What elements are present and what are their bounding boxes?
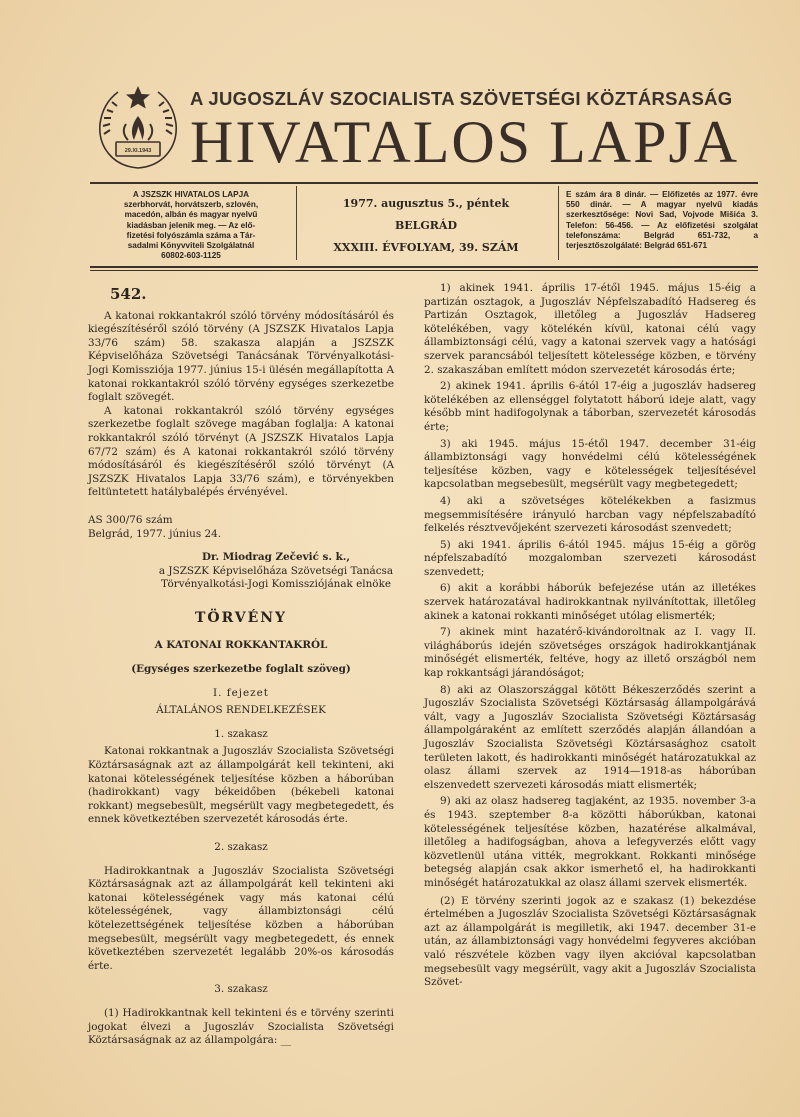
list-item: 9) aki az olasz hadsereg tagjaként, az 1935. november 3-a és 1943. szeptember 8-a közötti háborúkban, katonai kötelességének teljesítése közben, hazatérése alkalmával, illetőleg a hadifogságban, ahova a lefegyverzés előtt vagy közvetlenül utána vitték, megrokkant. Rokkanti minősége betegség alapján csak akkor ismerhető el, ha hadirokkanti minőségét határozatukkal az olasz állami szervek elismerték. [424,795,756,889]
list-item: 5) aki 1941. április 6-ától 1945. május 15-éig a görög népfelszabadító mozgalomban szervezeti károsodást szenvedett; [424,538,756,578]
law-title: TÖRVÉNY [194,609,288,626]
law-note: (Egységes szerkezetbe foglalt szöveg) [131,663,351,676]
issue-info [300,190,552,263]
issue-date: 1977. augusztus 5., péntek [342,197,510,210]
info-line: kiadásban jelenik meg. — Az elő- [126,220,256,230]
state-emblem-icon [92,82,184,174]
reference-number: AS 300/76 szám [88,513,173,526]
law-subject: A KATONAI ROKKANTAKRÓL [154,639,328,652]
republic-heading: A JUGOSZLÁV SZOCIALISTA SZÖVETSÉGI KÖZTÁRSASÁG [190,88,733,109]
list-item: 4) aki a szövetséges kötelékekben a fasizmus megsemmisítésére irányuló harcban vagy népfelszabadító felkelés résztvevőjeként szervezeti károsodást szenvedett; [424,494,756,535]
list-item: 2) akinek 1941. április 6-ától 17-éig a jugoszláv hadsereg kötelékében az ellenséggel folytatott háború ideje alatt, vagy később mint hadifogolynak a táborban, szervezetét károsodás érte; [424,380,756,433]
section-heading: 2. szakasz [214,841,268,853]
right-column [424,282,756,993]
act-number: 542. [110,285,147,303]
place-date: Belgrád, 1977. június 24. [88,527,222,540]
signer-role: a JSZSZK Képviselőháza Szövetségi Tanácsa Törvényalkotási-Jogi Komissziójának elnöke [158,564,394,591]
list-item: 6) akit a korábbi háborúk befejezése után az illetékes szervek határozatával hadirokkantnak nyilvánítottak, illetőleg akinek a katonai rokkanti minőséget utólag elismerték; [424,582,756,622]
header-rule [90,182,758,184]
info-line: sadalmi Könyvviteli Szolgálatnál [127,241,255,251]
section-text: (1) Hadirokkantnak kell tekinteni és e törvény szerinti jogokat élvezi a Jugoszláv Szocialista Szövetségi Köztársaságnak az az állampolgára: __ [88,1006,394,1047]
info-line: fizetési folyószámla száma a Tár- [126,230,256,240]
header-rule [90,270,758,271]
section-heading: 3. szakasz [214,983,268,996]
list-item: 3) aki 1945. május 15-étől 1947. december 31-éig állambiztonsági vagy honvédelmi célú kötelességének teljesítése közben, vagy e kötelességek teljesítésével kapcsolatban megsebesült, megsérült vagy megbetegedett; [424,437,756,491]
intro-paragraph: A katonai rokkantakról szóló törvény egységes szerkezetbe foglalt szövege magában foglalja: A katonai rokkantakról szóló törvényt (A JSZSZK Hivatalos Lapja 67/72 szám) és A katonai rokkantakról szóló törvény módosításáról és kiegészítéséről szóló törvényt (A JSZSZK Hivatalos Lapja 33/76 szám), e törvényekben feltüntetett hatálybalépés érvényével. [88,404,394,499]
svg-text:29.XI.1943: 29.XI.1943 [124,148,152,154]
chapter-number: I. fejezet [213,686,269,699]
publication-info [92,190,290,261]
header-divider [296,186,297,260]
account-number: 60802-603-1125 [161,251,221,261]
section-text: Hadirokkantnak a Jugoszláv Szocialista Szövetségi Köztársaságnak azt az állampolgárát kell tekinteni aki katonai kötelességének vagy más katonai célú kötelességének, vagy állambiztonsági célú kötelezettségének teljesítése közben a háborúban megsebesült, megsérült vagy megbetegedett, és ennek következtében szervezetét legalább 20%-os károsodás érte. [88,864,394,972]
info-line: A JSZSZK HIVATALOS LAPJA [132,190,250,199]
section-text: Katonai rokkantnak a Jugoszláv Szocialista Szövetségi Köztársaságnak azt az állampolgárát kell tekinteni, aki katonai kötelességének teljesítése közben a háborúban (hadirokkant) vagy békeidőben (békebeli katonai rokkant) megsebesült, megsérült vagy megbetegedett, és ennek következtében szervezetét károsodás érte. [88,745,394,826]
issue-volume: XXXIII. ÉVFOLYAM, 39. SZÁM [333,241,519,254]
signer-name: Dr. Miodrag Zečević s. k., [201,551,351,564]
gazette-title: HIVATALOS LAPJA [190,109,740,175]
header-rule [90,266,758,268]
chapter-title: ÁLTALÁNOS RENDELKEZÉSEK [156,704,326,717]
price-info: E szám ára 8 dinár. — Előfizetés az 1977. évre 550 dinár. — A magyar nyelvű kiadás szerkesztősége: Novi Sad, Vojvode Mišića 3. Telefon: 56-456. — Az előfizetési szolgálat telefonszáma: Belgrád 651-732, a terjesztőszolgálaté: Belgrád 651-671 [566,190,758,251]
info-line: macedón, albán és magyar nyelvű [124,210,258,220]
list-item: 1) akinek 1941. április 17-étől 1945. május 15-éig a partizán osztagok, a Jugoszláv Népfelszabadító Hadsereg és Partizán Osztagok, illetőleg a Jugoszláv Hadsereg kötelékében, vagy kötelékén kívül, katonai célú vagy állambiztonsági célú, vagy a katonai szervek vagy a hatósági szervek parancsából teljesített kötelessége közben, e törvény 2. szakaszában említett módon szervezetét károsodás érte; [424,282,756,376]
header-divider [558,186,559,260]
paragraph-2: (2) E törvény szerinti jogok az e szakasz (1) bekezdése értelmében a Jugoszláv Szocialista Szövetségi Köztársaságnak azt az állampolgárát is megilletik, aki 1947. december 31-e után, az állambiztonsági vagy honvédelmi fegyveres akcióban való részvétele közben vagy ilyen akcióval kapcsolatban megsebesült vagy megsérült, vagy akit a Jugoszláv Szocialista Szövet- [424,894,756,989]
issue-city: BELGRÁD [394,219,458,232]
list-item: 8) aki az Olaszországgal kötött Békeszerződés szerint a Jugoszláv Szocialista Szövetségi Köztársaság állampolgárává vált, vagy a Jugoszláv Szocialista Szövetségi Köztársaság állampolgáraként az említett szerződés alapján állandóan a Jugoszláv Szocialista Szövetségi Köztársasághoz csatolt területen lakott, és hadirokkanti minőségét határozatukkal az olasz állami szervek az 1914—1918-as háborúban elszenvedett szervezeti károsodás miatt elismerték; [424,683,756,791]
section-heading: 1. szakasz [214,727,268,740]
list-item: 7) akinek mint hazatérő-kivándoroltnak az I. vagy II. világháborús idején szövetséges országok hadirokkantjának minőségét elismerték, feltéve, hogy az illető országból nem kap rokkantsági járandóságot; [424,626,756,680]
left-column [88,282,394,1048]
info-line: szerbhorvát, horvátszerb, szlovén, [123,200,259,210]
intro-paragraph: A katonai rokkantakról szóló törvény módosításáról és kiegészítéséről szóló törvény (A JSZSZK Hivatalos Lapja 33/76 szám) 58. szakasza alapján a JSZSZK Képviselőháza Szövetségi Tanácsának Törvényalkotási-Jogi Komissziója 1977. június 15-i ülésén megállapította A katonai rokkantakról szóló törvény egységes szerkezetbe foglalt szövegét. [88,309,394,404]
